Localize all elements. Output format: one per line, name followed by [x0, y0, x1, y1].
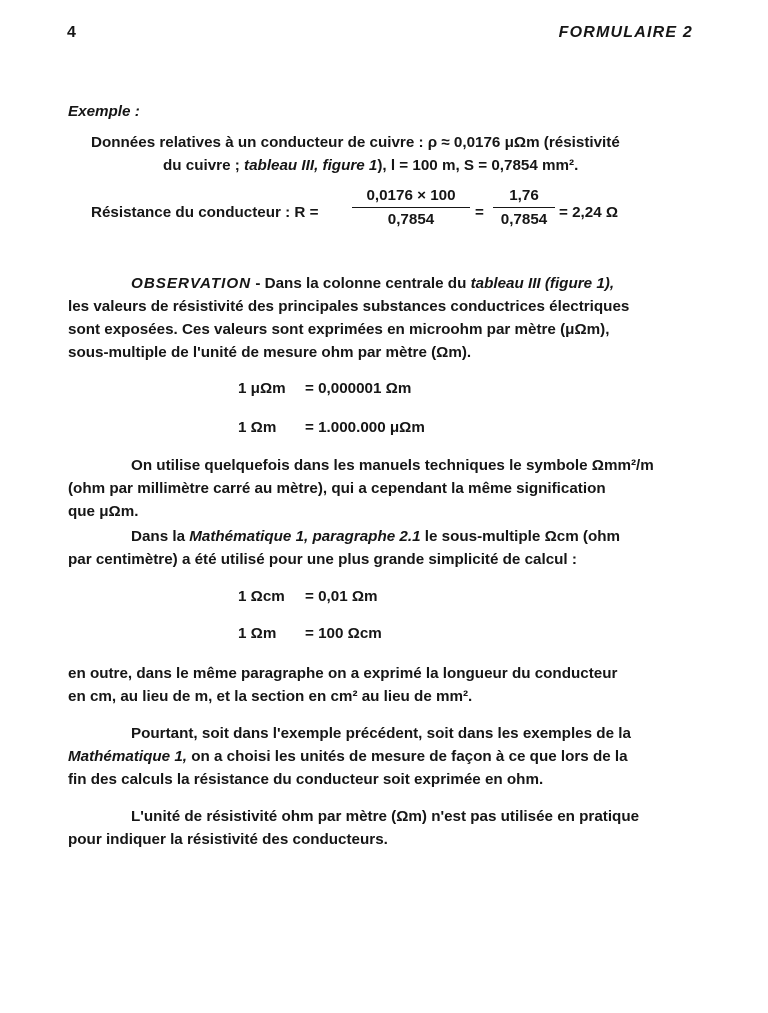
equation-3-lhs: 1 Ωcm — [238, 588, 285, 605]
example-line-1: Données relatives à un conducteur de cuivre : ρ ≈ 0,0176 μΩm (résistivité — [91, 134, 620, 151]
observation-line-1-mid: - Dans la colonne centrale du — [251, 275, 471, 292]
observation-line-1-italic: tableau III (figure 1), — [470, 275, 615, 292]
result: = 2,24 Ω — [559, 204, 619, 221]
equation-1-rhs: = 0,000001 Ωm — [305, 380, 412, 397]
observation-label: OBSERVATION — [131, 275, 252, 292]
equation-4-lhs: 1 Ωm — [238, 625, 277, 642]
para4-line-1: en outre, dans le même paragraphe on a exprimé la longueur du conducteur — [68, 665, 618, 682]
para3-line-2: par centimètre) a été utilisé pour une plus grande simplicité de calcul : — [68, 551, 577, 568]
example-line-2-pre: du cuivre ; — [163, 157, 245, 174]
fraction-1 — [352, 187, 470, 228]
para5-line-2-italic: Mathématique 1, — [68, 748, 187, 765]
equation-2-rhs: = 1.000.000 μΩm — [305, 419, 425, 436]
para6-line-1: L'unité de résistivité ohm par mètre (Ωm) n'est pas utilisée en pratique — [131, 808, 640, 825]
page-number: 4 — [67, 24, 76, 41]
example-line-2 — [163, 156, 578, 176]
fraction-2-denominator: 0,7854 — [500, 211, 548, 228]
para3-line-1 — [131, 527, 620, 547]
resistance-label: Résistance du conducteur : R = — [91, 204, 319, 221]
fraction-2-numerator: 1,76 — [493, 187, 555, 208]
para2-line-1: On utilise quelquefois dans les manuels techniques le symbole Ωmm²/m — [131, 457, 654, 474]
fraction-2 — [493, 187, 555, 228]
equation-4-rhs: = 100 Ωcm — [305, 625, 382, 642]
observation-line-4: sous-multiple de l'unité de mesure ohm par mètre (Ωm). — [68, 344, 472, 361]
example-heading: Exemple : — [68, 103, 140, 120]
equation-3-rhs: = 0,01 Ωm — [305, 588, 378, 605]
para2-line-2: (ohm par millimètre carré au mètre), qui a cependant la même signification — [68, 480, 606, 497]
example-line-2-post: ), l = 100 m, S = 0,7854 mm². — [377, 157, 579, 174]
equals-sign: = — [475, 204, 484, 221]
para4-line-2: en cm, au lieu de m, et la section en cm² au lieu de mm². — [68, 688, 473, 705]
para6-line-2: pour indiquer la résistivité des conducteurs. — [68, 831, 388, 848]
para3-line-1-italic: Mathématique 1, paragraphe 2.1 — [189, 528, 421, 545]
para2-line-3: que μΩm. — [68, 503, 139, 520]
observation-line-1 — [131, 274, 614, 294]
observation-line-2: les valeurs de résistivité des principales substances conductrices électriques — [68, 298, 630, 315]
para5-line-2-post: on a choisi les unités de mesure de façon à ce que lors de la — [187, 748, 628, 765]
para5-line-2 — [68, 747, 628, 767]
observation-line-3: sont exposées. Ces valeurs sont exprimées en microohm par mètre (μΩm), — [68, 321, 610, 338]
equation-2-lhs: 1 Ωm — [238, 419, 277, 436]
fraction-1-numerator: 0,0176 × 100 — [352, 187, 470, 208]
equation-1-lhs: 1 μΩm — [238, 380, 286, 397]
running-title: FORMULAIRE 2 — [558, 24, 693, 41]
para5-line-3: fin des calculs la résistance du conducteur soit exprimée en ohm. — [68, 771, 544, 788]
para5-line-1: Pourtant, soit dans l'exemple précédent, soit dans les exemples de la — [131, 725, 631, 742]
para3-line-1-post: le sous-multiple Ωcm (ohm — [420, 528, 621, 545]
example-line-2-italic: tableau III, figure 1 — [244, 157, 378, 174]
fraction-1-denominator: 0,7854 — [387, 211, 435, 228]
para3-line-1-pre: Dans la — [131, 528, 190, 545]
